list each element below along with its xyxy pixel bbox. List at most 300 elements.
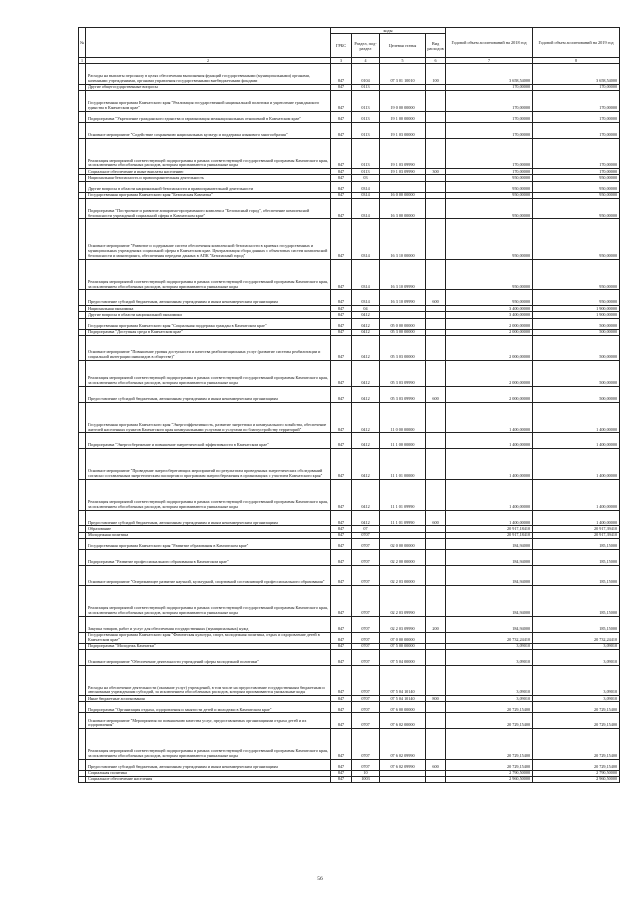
row-amount-2019-cell: 3,09010 [533, 696, 620, 702]
row-grbs-cell: 847 [331, 318, 352, 329]
row-razdel-cell: 0707 [352, 729, 380, 760]
row-number-cell [79, 91, 86, 112]
row-vid-cell: 600 [426, 290, 446, 306]
budget-table [78, 27, 620, 783]
row-razdel-cell: 0707 [352, 616, 380, 632]
row-number-cell [79, 729, 86, 760]
row-amount-2018-cell: 1 400,00000 [446, 449, 533, 480]
row-amount-2019-cell: 500,00000 [533, 361, 620, 387]
row-number-cell [79, 510, 86, 526]
row-target-cell: 19 1 03 09990 [380, 138, 426, 169]
row-vid-cell [426, 777, 446, 783]
row-amount-2019-cell: 20 917,39410 [533, 532, 620, 538]
row-amount-2019-cell: 20 732,24410 [533, 632, 620, 643]
row-target-cell: 07 6 00 00000 [380, 702, 426, 713]
row-razdel-cell: 0104 [352, 64, 380, 85]
header-amount-2019: Годовой объем ассигнований на 2019 год [533, 28, 620, 58]
row-grbs-cell: 847 [331, 729, 352, 760]
row-amount-2019-cell: 170,00000 [533, 138, 620, 169]
row-razdel-cell: 0412 [352, 329, 380, 335]
row-razdel-cell: 04 [352, 306, 380, 312]
row-amount-2018-cell: 20 732,24410 [446, 632, 533, 643]
row-razdel-cell: 0707 [352, 665, 380, 696]
row-grbs-cell: 847 [331, 219, 352, 259]
row-number-cell [79, 259, 86, 290]
row-amount-2019-cell: 950,00000 [533, 198, 620, 219]
row-vid-cell: 100 [426, 64, 446, 85]
row-amount-2018-cell: 170,00000 [446, 111, 533, 122]
row-name-cell: Предоставление субсидий бюджетным, автономным учреждениям и иным некоммерческим организациям [86, 290, 331, 306]
row-amount-2019-cell: 170,00000 [533, 169, 620, 175]
row-name-cell: Предоставление субсидий бюджетным, автономным учреждениям и иным некоммерческим организациям [86, 759, 331, 770]
row-grbs-cell: 847 [331, 643, 352, 649]
row-amount-2019-cell: 3 658,54000 [533, 64, 620, 85]
row-grbs-cell: 847 [331, 665, 352, 696]
row-grbs-cell: 847 [331, 479, 352, 510]
row-amount-2018-cell: 184,94000 [446, 616, 533, 632]
row-amount-2018-cell: 3,09010 [446, 665, 533, 696]
row-grbs-cell: 847 [331, 138, 352, 169]
row-razdel-cell: 0113 [352, 111, 380, 122]
row-target-cell: 05 3 03 09990 [380, 361, 426, 387]
row-name-cell: Другие вопросы в области национальной безопасности и правоохранительной деятельности [86, 181, 331, 192]
row-target-cell: 05 3 00 00000 [380, 329, 426, 335]
table-row [79, 702, 620, 713]
row-razdel-cell: 0412 [352, 433, 380, 449]
row-amount-2019-cell: 170,00000 [533, 91, 620, 112]
row-vid-cell [426, 729, 446, 760]
col-num-1: 1 [79, 58, 86, 64]
row-number-cell [79, 122, 86, 138]
row-vid-cell [426, 433, 446, 449]
col-num-4: 4 [352, 58, 380, 64]
row-razdel-cell: 03 [352, 175, 380, 181]
row-razdel-cell: 0707 [352, 702, 380, 713]
row-grbs-cell: 847 [331, 586, 352, 617]
row-name-cell: Подпрограмма "Развитие профессионального образования в Камчатском крае" [86, 549, 331, 565]
row-name-cell: Основное мероприятие "Развитие и содержание систем обеспечения комплексной безопасности в краевых государственных и муниципальных учреждениях социальной сферы в Камчатском крае. Централизация сбора данных с объектовых систем комплексной безопасности и мониторинга, обеспечения передачи данных в АПК "Безопасный город" [86, 219, 331, 259]
row-grbs-cell: 847 [331, 329, 352, 335]
row-amount-2019-cell: 950,00000 [533, 192, 620, 198]
table-row [79, 538, 620, 549]
row-razdel-cell: 0314 [352, 198, 380, 219]
row-name-cell: Государственная программа Камчатского края "Безопасная Камчатка" [86, 192, 331, 198]
row-amount-2019-cell: 950,00000 [533, 181, 620, 192]
row-number-cell [79, 181, 86, 192]
row-razdel-cell: 0412 [352, 361, 380, 387]
row-name-cell: Национальная экономика [86, 306, 331, 312]
row-name-cell: Основное мероприятие "Обеспечение деятельности учреждений сферы молодежной политики" [86, 649, 331, 665]
table-row [79, 64, 620, 85]
row-vid-cell [426, 91, 446, 112]
row-name-cell: Основное мероприятие "Повышение уровня доступности и качества реабилитационных услуг (развитие системы реабилитации и социальной интеграции инвалидов в обществе)" [86, 335, 331, 361]
row-amount-2019-cell: 1 400,00000 [533, 479, 620, 510]
row-grbs-cell: 847 [331, 335, 352, 361]
row-vid-cell: 600 [426, 510, 446, 526]
row-vid-cell [426, 181, 446, 192]
row-number-cell [79, 702, 86, 713]
row-amount-2018-cell: 3,09010 [446, 696, 533, 702]
row-number-cell [79, 290, 86, 306]
row-vid-cell [426, 479, 446, 510]
row-amount-2019-cell: 185,15000 [533, 538, 620, 549]
row-vid-cell [426, 586, 446, 617]
row-name-cell: Иные бюджетные ассигнования [86, 696, 331, 702]
row-razdel-cell: 0113 [352, 138, 380, 169]
row-vid-cell: 800 [426, 696, 446, 702]
table-row [79, 665, 620, 696]
row-target-cell: 16 3 10 00000 [380, 219, 426, 259]
row-amount-2019-cell: 950,00000 [533, 259, 620, 290]
row-razdel-cell: 0707 [352, 759, 380, 770]
row-amount-2018-cell: 20 729,15400 [446, 729, 533, 760]
row-grbs-cell: 847 [331, 402, 352, 433]
row-grbs-cell: 847 [331, 169, 352, 175]
row-razdel-cell: 0412 [352, 449, 380, 480]
row-razdel-cell: 0113 [352, 169, 380, 175]
row-grbs-cell: 847 [331, 433, 352, 449]
row-amount-2019-cell: 170,00000 [533, 85, 620, 91]
table-row [79, 111, 620, 122]
row-vid-cell [426, 335, 446, 361]
row-amount-2019-cell: 1 400,00000 [533, 449, 620, 480]
row-amount-2019-cell: 20 729,15400 [533, 713, 620, 729]
row-grbs-cell: 847 [331, 532, 352, 538]
row-amount-2019-cell: 500,00000 [533, 386, 620, 402]
row-target-cell: 02 2 00 00000 [380, 549, 426, 565]
row-name-cell: Реализация мероприятий соответствующей подпрограммы в рамках соответствующей государственной программы Камчатского края, за исключением обособленных расходов, которым присваиваются уникальные коды [86, 586, 331, 617]
row-razdel-cell: 0113 [352, 91, 380, 112]
row-amount-2018-cell: 1 400,00000 [446, 402, 533, 433]
table-row [79, 777, 620, 783]
row-razdel-cell: 0707 [352, 549, 380, 565]
row-razdel-cell: 0314 [352, 219, 380, 259]
row-vid-cell [426, 111, 446, 122]
row-amount-2018-cell: 950,00000 [446, 219, 533, 259]
row-target-cell: 02 2 03 09990 [380, 616, 426, 632]
row-grbs-cell: 847 [331, 259, 352, 290]
row-target-cell: 19 1 00 00000 [380, 111, 426, 122]
row-amount-2018-cell: 3 658,54000 [446, 64, 533, 85]
row-name-cell: Другие вопросы в области национальной экономики [86, 312, 331, 318]
row-number-cell [79, 219, 86, 259]
table-row [79, 259, 620, 290]
row-amount-2018-cell: 20 729,15400 [446, 702, 533, 713]
header-razdel: Раздел, под-раздел [352, 34, 380, 58]
row-amount-2018-cell: 950,00000 [446, 181, 533, 192]
row-name-cell: Государственная программа Камчатского края "Развитие образования в Камчатском крае" [86, 538, 331, 549]
row-grbs-cell: 847 [331, 111, 352, 122]
row-target-cell: 16 3 10 09990 [380, 259, 426, 290]
row-razdel-cell: 0707 [352, 632, 380, 643]
row-number-cell [79, 777, 86, 783]
row-target-cell: 19 1 03 00000 [380, 122, 426, 138]
row-name-cell: Государственная программа Камчатского края "Социальная поддержка граждан в Камчатском крае" [86, 318, 331, 329]
row-grbs-cell: 847 [331, 306, 352, 312]
row-target-cell [380, 777, 426, 783]
row-grbs-cell: 847 [331, 192, 352, 198]
row-number-cell [79, 433, 86, 449]
row-amount-2018-cell: 950,00000 [446, 175, 533, 181]
col-num-5: 5 [380, 58, 426, 64]
row-number-cell [79, 198, 86, 219]
row-number-cell [79, 402, 86, 433]
row-grbs-cell: 847 [331, 702, 352, 713]
row-target-cell: 05 3 03 09990 [380, 386, 426, 402]
row-amount-2018-cell: 20 729,15400 [446, 759, 533, 770]
row-number-cell [79, 549, 86, 565]
row-grbs-cell: 847 [331, 649, 352, 665]
row-grbs-cell: 847 [331, 549, 352, 565]
row-grbs-cell: 847 [331, 449, 352, 480]
row-target-cell: 11 1 01 00000 [380, 449, 426, 480]
row-amount-2018-cell: 2 000,00000 [446, 335, 533, 361]
row-name-cell: Расходы на выплаты персоналу в целях обеспечения выполнения функций государственными (муниципальными) органами, казенными учреждениями, органами управления государственными внебюджетными фондами [86, 64, 331, 85]
row-razdel-cell: 0113 [352, 122, 380, 138]
row-amount-2019-cell: 170,00000 [533, 111, 620, 122]
row-amount-2019-cell: 500,00000 [533, 329, 620, 335]
row-grbs-cell: 847 [331, 696, 352, 702]
table-body [79, 64, 620, 783]
row-amount-2018-cell: 2 000,00000 [446, 329, 533, 335]
row-name-cell: Подпрограмма "Доступная среда в Камчатском крае" [86, 329, 331, 335]
row-name-cell: Основное мероприятие "Проведение энергосберегающих мероприятий по результатам проведенных энергетических обследований согласно составленным энергетическим паспортам и программам энергосбережения в организациях с участием Камчатского края" [86, 449, 331, 480]
row-name-cell: Реализация мероприятий соответствующей подпрограммы в рамках соответствующей государственной программы Камчатского края, за исключением обособленных расходов, которым присваиваются уникальные коды [86, 479, 331, 510]
row-grbs-cell: 847 [331, 181, 352, 192]
row-amount-2018-cell: 20 917,18410 [446, 532, 533, 538]
row-amount-2018-cell: 170,00000 [446, 122, 533, 138]
row-vid-cell [426, 318, 446, 329]
row-razdel-cell: 0412 [352, 335, 380, 361]
row-number-cell [79, 538, 86, 549]
row-grbs-cell: 847 [331, 770, 352, 776]
row-amount-2019-cell: 3,09010 [533, 643, 620, 649]
row-vid-cell [426, 649, 446, 665]
row-vid-cell [426, 138, 446, 169]
row-number-cell [79, 138, 86, 169]
row-vid-cell [426, 565, 446, 586]
row-name-cell: Государственная программа Камчатского края "Физическая культура, спорт, молодежная политика, отдых и оздоровление детей в Камчатском крае" [86, 632, 331, 643]
row-vid-cell [426, 449, 446, 480]
row-number-cell [79, 665, 86, 696]
row-name-cell: Основное мероприятие "Мероприятия по повышению качества услуг, предоставляемых организациями отдыха детей и их оздоровления" [86, 713, 331, 729]
row-vid-cell [426, 713, 446, 729]
row-grbs-cell: 847 [331, 759, 352, 770]
row-name-cell: Подпрограмма "Построение и развитие аппаратно-программного комплекса "Безопасный город", обеспечение комплексной безопасности учреждений социальной сферы в Камчатском крае" [86, 198, 331, 219]
row-target-cell: 05 0 00 00000 [380, 318, 426, 329]
table-row [79, 433, 620, 449]
row-amount-2019-cell: 3,09010 [533, 665, 620, 696]
row-name-cell: Социальное обеспечение населения [86, 777, 331, 783]
row-vid-cell: 300 [426, 169, 446, 175]
row-name-cell: Социальная политика [86, 770, 331, 776]
row-razdel-cell: 0707 [352, 643, 380, 649]
row-target-cell: 07 3 01 10010 [380, 64, 426, 85]
row-razdel-cell: 0412 [352, 510, 380, 526]
row-razdel-cell: 10 [352, 770, 380, 776]
row-razdel-cell: 0707 [352, 713, 380, 729]
row-razdel-cell: 0113 [352, 85, 380, 91]
row-razdel-cell: 0314 [352, 181, 380, 192]
row-grbs-cell: 847 [331, 526, 352, 532]
row-amount-2019-cell: 1 400,00000 [533, 402, 620, 433]
row-target-cell: 02 0 00 00000 [380, 538, 426, 549]
row-razdel-cell: 0314 [352, 192, 380, 198]
row-number-cell [79, 479, 86, 510]
row-grbs-cell: 847 [331, 85, 352, 91]
row-amount-2019-cell: 500,00000 [533, 318, 620, 329]
row-number-cell [79, 111, 86, 122]
row-number-cell [79, 586, 86, 617]
table-row [79, 632, 620, 643]
row-number-cell [79, 335, 86, 361]
row-name-cell: Основное мероприятие "Содействие сохранению национальных культур и поддержка языкового многообразия" [86, 122, 331, 138]
row-name-cell: Подпрограмма "Молодежь Камчатки" [86, 643, 331, 649]
row-razdel-cell: 0412 [352, 318, 380, 329]
row-amount-2019-cell: 950,00000 [533, 175, 620, 181]
table-row [79, 616, 620, 632]
row-target-cell: 16 3 10 09990 [380, 290, 426, 306]
row-name-cell: Реализация мероприятий соответствующей подпрограммы в рамках соответствующей государственной программы Камчатского края, за исключением обособленных расходов, которым присваиваются уникальные коды [86, 138, 331, 169]
row-target-cell: 07 5 00 00000 [380, 643, 426, 649]
row-razdel-cell: 0707 [352, 538, 380, 549]
row-target-cell: 05 3 03 00000 [380, 335, 426, 361]
row-vid-cell: 600 [426, 386, 446, 402]
row-target-cell: 16 0 00 00000 [380, 192, 426, 198]
row-amount-2018-cell: 170,00000 [446, 85, 533, 91]
table-row [79, 91, 620, 112]
row-grbs-cell: 847 [331, 198, 352, 219]
row-number-cell [79, 713, 86, 729]
row-amount-2018-cell: 3,09010 [446, 643, 533, 649]
table-row [79, 729, 620, 760]
row-grbs-cell: 847 [331, 565, 352, 586]
row-name-cell: Молодежная политика [86, 532, 331, 538]
row-amount-2018-cell: 950,00000 [446, 290, 533, 306]
row-amount-2018-cell: 20 917,18410 [446, 526, 533, 532]
row-amount-2019-cell: 950,00000 [533, 290, 620, 306]
col-num-7: 7 [446, 58, 533, 64]
row-amount-2019-cell: 1 400,00000 [533, 433, 620, 449]
row-razdel-cell: 0707 [352, 649, 380, 665]
table-row [79, 290, 620, 306]
row-target-cell: 11 1 01 09990 [380, 510, 426, 526]
row-number-cell [79, 565, 86, 586]
row-name-cell: Предоставление субсидий бюджетным, автономным учреждениям и иным некоммерческим организациям [86, 510, 331, 526]
row-name-cell: Основное мероприятие "Опережающее развитие научной, культурной, спортивной составляющей профессионального образования" [86, 565, 331, 586]
table-row [79, 386, 620, 402]
table-row [79, 549, 620, 565]
table-row [79, 510, 620, 526]
header-grbs: ГРБС [331, 34, 352, 58]
table-row [79, 649, 620, 665]
row-name-cell: Закупка товаров, работ и услуг для обеспечения государственных (муниципальных) нужд [86, 616, 331, 632]
row-target-cell: 11 0 00 00000 [380, 402, 426, 433]
col-num-2: 2 [86, 58, 331, 64]
row-amount-2018-cell: 3,09010 [446, 649, 533, 665]
row-vid-cell [426, 632, 446, 643]
row-grbs-cell: 847 [331, 713, 352, 729]
budget-table-page [78, 27, 619, 783]
row-razdel-cell: 0707 [352, 532, 380, 538]
row-amount-2019-cell: 950,00000 [533, 219, 620, 259]
row-vid-cell [426, 538, 446, 549]
row-target-cell: 02 2 03 00000 [380, 565, 426, 586]
header-amount-2018: Годовой объем ассигнований на 2018 год [446, 28, 533, 58]
header-name [86, 28, 331, 58]
row-amount-2019-cell: 2 790,50000 [533, 770, 620, 776]
row-amount-2019-cell: 2 960,50000 [533, 777, 620, 783]
row-amount-2018-cell: 1 400,00000 [446, 433, 533, 449]
row-vid-cell [426, 219, 446, 259]
header-number: № [79, 28, 86, 58]
row-target-cell: 07 5 04 10140 [380, 665, 426, 696]
row-grbs-cell: 847 [331, 312, 352, 318]
row-target-cell: 19 0 00 00000 [380, 91, 426, 112]
row-amount-2019-cell: 20 729,15400 [533, 729, 620, 760]
row-vid-cell [426, 198, 446, 219]
row-amount-2019-cell: 1 400,00000 [533, 510, 620, 526]
row-grbs-cell: 847 [331, 64, 352, 85]
row-grbs-cell: 847 [331, 290, 352, 306]
row-name-cell: Социальное обеспечение и иные выплаты населению [86, 169, 331, 175]
row-target-cell: 07 6 02 09990 [380, 729, 426, 760]
row-amount-2019-cell: 500,00000 [533, 335, 620, 361]
row-razdel-cell: 0412 [352, 479, 380, 510]
table-row [79, 122, 620, 138]
row-name-cell: Расходы на обеспечение деятельности (оказание услуг) учреждений, в том числе на предоставление государственным бюджетным и автономным учреждениям субсидий, за исключением обособленных расходов, которым присваиваются уникальные коды [86, 665, 331, 696]
col-num-8: 8 [533, 58, 620, 64]
row-razdel-cell: 1003 [352, 777, 380, 783]
row-vid-cell [426, 549, 446, 565]
row-amount-2018-cell: 20 729,15400 [446, 713, 533, 729]
row-amount-2019-cell: 170,00000 [533, 122, 620, 138]
table-row [79, 181, 620, 192]
row-razdel-cell: 0707 [352, 565, 380, 586]
row-target-cell: 19 1 03 09990 [380, 169, 426, 175]
row-amount-2018-cell: 184,94000 [446, 549, 533, 565]
row-number-cell [79, 616, 86, 632]
row-grbs-cell: 847 [331, 175, 352, 181]
row-vid-cell [426, 259, 446, 290]
table-row [79, 138, 620, 169]
table-row [79, 318, 620, 329]
row-number-cell [79, 318, 86, 329]
row-amount-2019-cell: 20 729,15400 [533, 702, 620, 713]
row-grbs-cell: 847 [331, 361, 352, 387]
row-name-cell: Образование [86, 526, 331, 532]
row-amount-2019-cell: 185,15000 [533, 616, 620, 632]
table-header [79, 28, 620, 58]
row-amount-2019-cell: 20 917,39410 [533, 526, 620, 532]
table-row [79, 219, 620, 259]
header-target: Целевая статья [380, 34, 426, 58]
row-amount-2018-cell: 2 000,00000 [446, 361, 533, 387]
row-number-cell [79, 64, 86, 85]
row-vid-cell: 200 [426, 616, 446, 632]
row-grbs-cell: 847 [331, 538, 352, 549]
row-vid-cell [426, 665, 446, 696]
row-grbs-cell: 847 [331, 386, 352, 402]
row-amount-2019-cell: 1 900,00000 [533, 312, 620, 318]
row-amount-2018-cell: 3 400,00000 [446, 306, 533, 312]
table-row [79, 198, 620, 219]
row-amount-2018-cell: 170,00000 [446, 138, 533, 169]
row-number-cell [79, 449, 86, 480]
row-number-cell [79, 361, 86, 387]
row-razdel-cell: 0314 [352, 290, 380, 306]
row-razdel-cell: 0707 [352, 696, 380, 702]
